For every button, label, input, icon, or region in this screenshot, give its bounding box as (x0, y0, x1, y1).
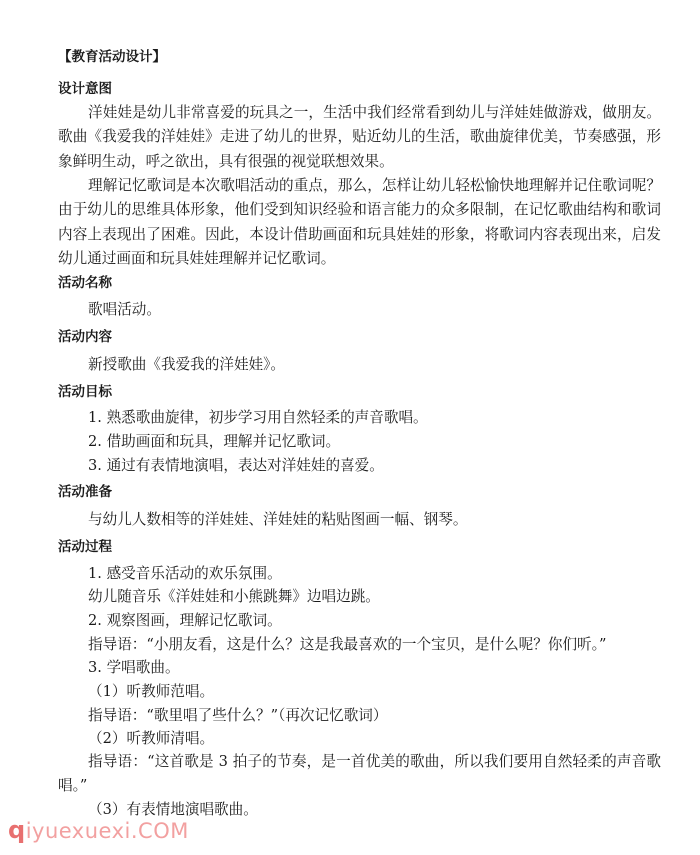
heading-activity-process: 活动过程 (58, 539, 112, 555)
watermark-text: iyuexuexi.COM (25, 819, 189, 843)
process-line: 2. 观察图画，理解记忆歌词。 (88, 612, 282, 629)
heading-activity-goals: 活动目标 (58, 384, 112, 400)
goal-item: 1. 熟悉歌曲旋律，初步学习用自然轻柔的声音歌唱。 (88, 409, 428, 426)
heading-activity-prep: 活动准备 (58, 484, 112, 500)
intent-paragraph-1: 洋娃娃是幼儿非常喜爱的玩具之一，生活中我们经常看到幼儿与洋娃娃做游戏，做朋友。歌曲《我爱我的洋娃娃》走进了幼儿的世界，贴近幼儿的生活，歌曲旋律优美，节奏感强，形象鲜明生动，呼之欲出，具有很强的视觉联想效果。 (58, 104, 661, 170)
document-title: 【教育活动设计】 (58, 49, 166, 65)
process-line: 指导语：“歌里唱了些什么？”（再次记忆歌词） (88, 707, 388, 724)
process-line: 1. 感受音乐活动的欢乐氛围。 (88, 565, 282, 582)
process-guidance-long: 指导语：“这首歌是 3 拍子的节奏，是一首优美的歌曲，所以我们要用自然轻柔的声音歌唱。” (58, 753, 661, 794)
process-line: （2）听教师清唱。 (88, 730, 215, 747)
activity-name-text: 歌唱活动。 (88, 301, 161, 318)
goal-item: 3. 通过有表情地演唱，表达对洋娃娃的喜爱。 (88, 457, 384, 474)
site-watermark (8, 816, 189, 844)
process-line: （1）听教师范唱。 (88, 683, 215, 700)
activity-content-text: 新授歌曲《我爱我的洋娃娃》。 (88, 356, 286, 373)
process-line: 3. 学唱歌曲。 (88, 659, 180, 676)
activity-prep-text: 与幼儿人数相等的洋娃娃、洋娃娃的粘贴图画一幅、钢琴。 (88, 511, 468, 528)
heading-activity-content: 活动内容 (58, 329, 112, 345)
goal-item: 2. 借助画面和玩具，理解并记忆歌词。 (88, 433, 341, 450)
process-line-last: （3）有表情地演唱歌曲。 (88, 801, 258, 818)
intent-paragraph-2: 理解记忆歌词是本次歌唱活动的重点，那么，怎样让幼儿轻松愉快地理解并记住歌词呢？由于幼儿的思维具体形象，他们受到知识经验和语言能力的众多限制，在记忆歌曲结构和歌词内容上表现出了困难。因此，本设计借助画面和玩具娃娃的形象，将歌词内容表现出来，启发幼儿通过画面和玩具娃娃理解并记忆歌词。 (58, 177, 661, 267)
heading-activity-name: 活动名称 (58, 275, 112, 291)
watermark-initial: q (8, 816, 26, 844)
process-line: 幼儿随音乐《洋娃娃和小熊跳舞》边唱边跳。 (88, 588, 380, 605)
heading-design-intent: 设计意图 (58, 81, 112, 97)
process-line: 指导语：“小朋友看，这是什么？这是我最喜欢的一个宝贝，是什么呢？你们听。” (88, 636, 607, 653)
